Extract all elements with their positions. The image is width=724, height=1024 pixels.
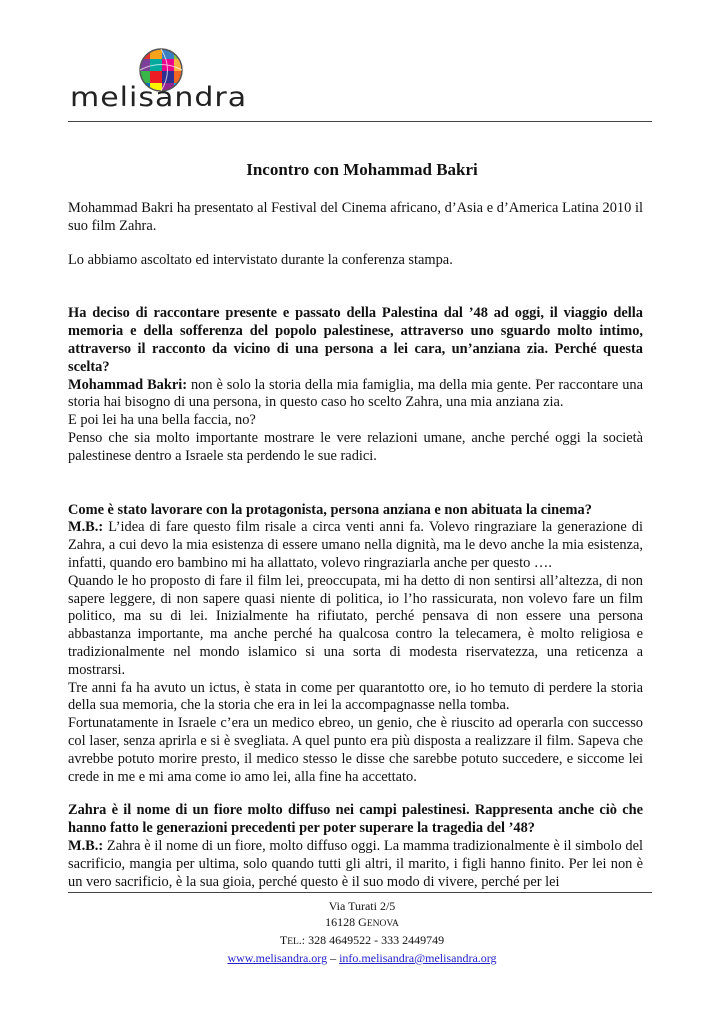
question-1: Ha deciso di raccontare presente e passato della Palestina dal ’48 ad oggi, il viaggio della memoria e della sofferenza del popolo palestinese, attraverso uno sguardo molto intimo, attraverso il racconto da vicino di una persona a lei cara, un’anziana zia. Perché questa scelta? [68, 305, 643, 375]
answer-text: Zahra è il nome di un fiore, molto diffuso oggi. La mamma tradizionalmente è il simbolo del sacrificio, mangia per ultima, solo quando tutti gli altri, il marito, i figli hanno finito. Per lei non è un vero sacrificio, è la sua gioia, perché questo è il suo modo di vivere, perché per lei [68, 837, 643, 890]
answer-1-continued: Penso che sia molto importante mostrare le vere relazioni umane, anche perché oggi la società palestinese dentro a Israele sta perdendo le sue radici. [68, 429, 643, 464]
question-3: Zahra è il nome di un fiore molto diffuso nei campi palestinesi. Rappresenta anche ciò che hanno fatto le generazioni precedenti per poter superare la tragedia del ’48? [68, 802, 643, 837]
answer-1-followup: E poi lei ha una bella faccia, no? [68, 412, 256, 429]
answer-text: non è solo la storia della mia famiglia, ma della mia gente. Per raccontare una storia hai bisogno di una persona, in questo caso ho scelto Zahra, una mia anziana zia. [68, 376, 643, 411]
answer-3 [68, 838, 643, 891]
intro-paragraph: Mohammad Bakri ha presentato al Festival del Cinema africano, d’Asia e d’America Latina 2010 il suo film Zahra. [68, 200, 643, 234]
question-2: Come è stato lavorare con la protagonista, persona anziana e non abituata la cinema? [68, 501, 592, 518]
answer-2-paragraph: Tre anni fa ha avuto un ictus, è stata in come per quarantotto ore, io ho temuto di perdere la storia della sua memoria, che la storia che era in lei la accompagnasse nella tomba. [68, 679, 643, 714]
email-link[interactable]: info.melisandra@melisandra.org [339, 951, 497, 965]
logo-wordmark: melisandra [70, 81, 248, 114]
page-title: Incontro con Mohammad Bakri [246, 160, 478, 179]
article-body [68, 200, 643, 891]
header-divider [68, 121, 652, 122]
speaker-label: Mohammad Bakri: [68, 376, 188, 393]
website-link[interactable]: www.melisandra.org [227, 951, 328, 965]
footer-address: Via Turati 2/5 [328, 899, 396, 913]
answer-2-paragraph: Fortunatamente in Israele c’era un medico ebreo, un genio, che è riuscito ad operarla con successo col laser, senza aprirla e si è svegliata. A quel punto era più disposta a realizzare il film. Sapeva che avrebbe potuto morire presto, il medico stesso le disse che sarebbe potuto succedere, e siccome lei crede in me e mi ama come io amo lei, alla fine ha accettato. [68, 715, 643, 785]
footer [0, 898, 724, 966]
footer-divider [68, 892, 652, 893]
speaker-label: M.B.: [68, 519, 104, 536]
footer-links: www.melisandra.org – info.melisandra@melisandra.org [227, 951, 497, 965]
speaker-label: M.B.: [68, 837, 104, 854]
footer-phone: TEL.: 328 4649522 - 333 2449749 [279, 933, 445, 947]
melisandra-logo [70, 42, 260, 120]
intro-paragraph: Lo abbiamo ascoltato ed intervistato durante la conferenza stampa. [68, 251, 453, 268]
answer-2 [68, 519, 643, 572]
answer-text: L’idea di fare questo film risale a circa venti anni fa. Volevo ringraziare la generazione di Zahra, a cui devo la mia esistenza di essere umano nella dignità, ma le devo anche la mia esistenza, infatti, quando ero bambino mi ha allattato, volevo ringraziarla anche per questo …. [68, 519, 643, 571]
footer-city: 16128 GENOVA [325, 915, 399, 929]
answer-1 [68, 377, 643, 413]
answer-2-paragraph: Quando le ho proposto di fare il film lei, preoccupata, mi ha detto di non sentirsi all’altezza, di non sapere leggere, di non sapere quasi niente di politica, io l’ho rassicurata, non volevo fare un film politico, ma su di lei. Inizialmente ha rifiutato, perché pensava di non essere una persona abbastanza importante, ma anche perché ha qualcosa contro la telecamera, è molto religiosa e tradizionalmente nel mondo islamico si una sorta di modesta riservatezza, una reticenza a mostrarsi. [68, 572, 643, 678]
